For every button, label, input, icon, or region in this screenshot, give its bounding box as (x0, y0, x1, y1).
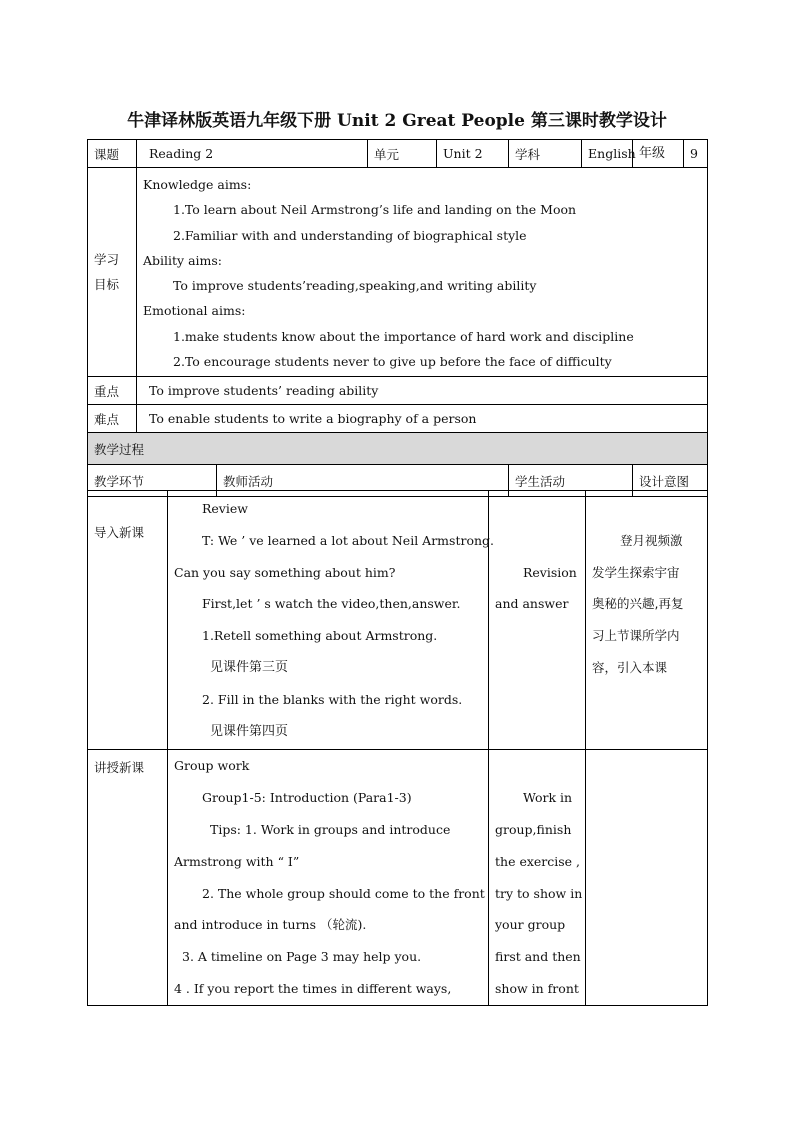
key-point-row (88, 377, 708, 405)
grade-value: 9 (690, 146, 698, 161)
col-header-teacher: 教师活动 (217, 465, 509, 497)
teacher-line: First,let ’ s watch the video,then,answer. (202, 596, 461, 612)
objectives-content (137, 168, 708, 377)
aims-item: 2.To encourage students never to give up before the face of difficulty (173, 354, 612, 370)
design-line: 习上节课所学内 (592, 628, 680, 644)
student-line: first and then (495, 949, 581, 965)
process-table (87, 490, 708, 1006)
student-line: try to show in (495, 885, 583, 901)
key-point-value: To improve students’ reading ability (137, 377, 708, 405)
teacher-line: and introduce in turns （轮流). (174, 917, 367, 933)
design-line: 发学生探索宇宙 (592, 564, 680, 580)
teacher-line: 2. Fill in the blanks with the right words. (202, 691, 463, 707)
subject-value: English (582, 140, 633, 168)
teacher-activity-intro (168, 491, 494, 750)
teacher-line: Armstrong with “ I” (174, 853, 300, 869)
process-section-title: 教学过程 (88, 433, 708, 465)
teacher-line: 3. A timeline on Page 3 may help you. (182, 949, 422, 965)
teacher-line: T: We ’ ve learned a lot about Neil Armstrong. (202, 532, 494, 548)
col-header-design: 设计意图 (633, 465, 708, 497)
teacher-line: 见课件第三页 (210, 659, 289, 675)
student-line: Revision (523, 564, 577, 580)
student-line: Work in (523, 790, 573, 806)
aims-item: 1.make students know about the importance of hard work and discipline (173, 328, 634, 344)
teacher-line: 见课件第四页 (210, 723, 289, 739)
student-activity-new (489, 750, 586, 1005)
key-point-label: 重点 (88, 377, 137, 405)
teacher-line: Can you say something about him? (174, 564, 396, 580)
process-row-new (88, 750, 708, 1005)
teacher-line: Group work (174, 758, 250, 774)
aims-item: To improve students’reading,speaking,and writing ability (173, 278, 537, 294)
col-header-student: 学生活动 (509, 465, 633, 497)
design-line: 奥秘的兴趣,再复 (592, 596, 684, 612)
subject-label: 学科 (509, 140, 582, 168)
design-intent-intro (586, 491, 708, 750)
difficulty-value: To enable students to write a biography of a person (137, 405, 708, 433)
lesson-plan-table (87, 139, 708, 497)
course-label: 课题 (88, 140, 137, 168)
student-line: your group (495, 917, 566, 933)
unit-value: Unit 2 (437, 140, 509, 168)
grade-label: 年级 (633, 140, 684, 167)
unit-label: 单元 (368, 140, 437, 168)
grade-cell (633, 140, 708, 168)
teacher-line: 2. The whole group should come to the front (202, 885, 485, 901)
design-line: 容，引入本课 (592, 659, 668, 675)
aims-heading: Emotional aims: (143, 303, 246, 319)
objectives-label: 学习 目标 (88, 168, 137, 377)
difficulty-row (88, 405, 708, 433)
stage-intro: 导入新课 (88, 491, 168, 750)
process-row-intro (88, 491, 708, 750)
course-value: Reading 2 (137, 140, 368, 168)
objectives-row (88, 168, 708, 377)
col-header-stage: 教学环节 (88, 465, 217, 497)
teacher-activity-new (168, 750, 489, 1005)
teacher-line: Tips: 1. Work in groups and introduce (210, 821, 451, 837)
teacher-line: Review (202, 501, 248, 516)
teacher-line: 1.Retell something about Armstrong. (202, 628, 438, 644)
teacher-line: Group1-5: Introduction (Para1-3) (202, 790, 412, 806)
student-activity-intro (489, 491, 586, 750)
design-line: 登月视频激 (620, 532, 683, 548)
student-line: group,finish (495, 821, 572, 837)
stage-new: 讲授新课 (88, 750, 168, 1005)
student-line: and answer (495, 596, 569, 612)
difficulty-label: 难点 (88, 405, 137, 433)
design-intent-new (586, 750, 708, 1005)
aims-item: 2.Familiar with and understanding of biographical style (173, 227, 527, 243)
header-row (88, 140, 708, 168)
student-line: the exercise , (495, 853, 581, 869)
aims-heading: Knowledge aims: (143, 177, 252, 192)
aims-item: 1.To learn about Neil Armstrong’s life and landing on the Moon (173, 202, 577, 218)
document-title: 牛津译林版英语九年级下册 Unit 2 Great People 第三课时教学设计 (127, 111, 667, 131)
student-line: show in front (495, 980, 579, 996)
teacher-line: 4 . If you report the times in different ways, (174, 980, 452, 996)
aims-heading: Ability aims: (143, 252, 223, 268)
process-section-row (88, 433, 708, 465)
